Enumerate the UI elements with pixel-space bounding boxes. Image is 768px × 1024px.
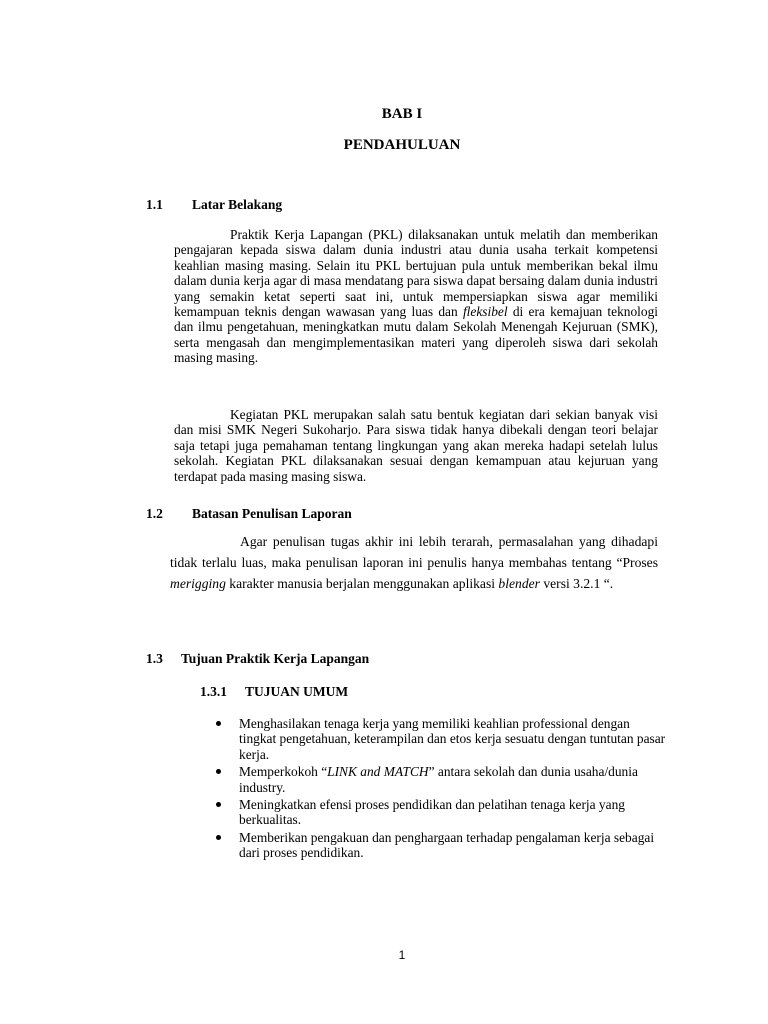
text-run: di era kemajuan teknologi dan ilmu pengetahuan, meningkatkan mutu dalam Sekolah Menengah Kejuruan (SMK), serta mengasah dan mengimplementasikan materi yang diperoleh siswa dari sekolah masing masing. <box>174 304 658 366</box>
section-heading-1-2 <box>146 506 352 522</box>
bullet-icon <box>216 835 221 840</box>
list-item-text: Memberikan pengakuan dan penghargaan terhadap pengalaman kerja sebagai dari proses pendidikan. <box>239 829 655 861</box>
text-run: Praktik Kerja Lapangan (PKL) dilaksanakan untuk melatih dan memberikan pengajaran kepada siswa dalam dunia industri atau dunia usaha terkait kompetensi keahlian masing masing. Selain itu PKL bertujuan pula untuk memberikan bekal ilmu dalam dunia kerja agar di masa mendatang para siswa dapat bersaing dalam dunia industri yang semakin ketat seperti saat ini, untuk mempersiapkan siswa agar memiliki kemampuan teknis dengan wawasan yang luas dan <box>174 227 658 320</box>
text-run: karakter manusia berjalan menggunakan aplikasi <box>225 575 499 591</box>
section-heading-1-3 <box>146 651 369 667</box>
bullet-icon <box>216 721 221 726</box>
italic-text: merigging <box>170 575 226 591</box>
bullet-icon <box>216 802 221 807</box>
list-item <box>216 764 666 795</box>
page-number: 1 <box>398 948 406 962</box>
text-run: versi 3.2.1 “. <box>539 575 614 591</box>
subsection-title: TUJUAN UMUM <box>245 684 349 699</box>
chapter-title: PENDAHULUAN <box>343 137 461 153</box>
text-run: Agar penulisan tugas akhir ini lebih terarah, permasalahan yang dihadapi tidak terlalu luas, maka penulisan laporan ini penulis hanya membahas tentang “Proses <box>170 534 658 570</box>
list-item-text: ” antara sekolah dan dunia usaha/dunia industry. <box>239 764 638 795</box>
paragraph-batasan <box>170 532 658 594</box>
italic-text: LINK and MATCH <box>327 764 429 780</box>
subsection-number: 1.3.1 <box>200 684 227 699</box>
section-heading-1-1 <box>146 197 282 213</box>
section-title: Tujuan Praktik Kerja Lapangan <box>181 651 370 666</box>
paragraph-latar-belakang-2: Kegiatan PKL merupakan salah satu bentuk kegiatan dari sekian banyak visi dan misi SMK Negeri Sukoharjo. Para siswa tidak hanya dibekali dengan teori belajar saja tetapi juga pemahaman tentang lingkungan yang akan mereka hadapi setelah lulus sekolah. Kegiatan PKL dilaksanakan sesuai dengan kemampuan atau kejuruan yang terdapat pada masing masing siswa. <box>174 407 658 484</box>
section-number: 1.1 <box>146 197 163 212</box>
chapter-label: BAB I <box>381 106 423 122</box>
tujuan-umum-list <box>216 716 666 863</box>
section-number: 1.3 <box>146 651 163 666</box>
italic-text: fleksibel <box>462 304 508 320</box>
list-item-text: Meningkatkan efensi proses pendidikan dan pelatihan tenaga kerja yang berkualitas. <box>239 797 625 828</box>
paragraph-latar-belakang-1 <box>174 227 658 366</box>
list-item <box>216 797 666 828</box>
italic-text: blender <box>498 575 540 591</box>
list-item <box>216 830 666 861</box>
list-item <box>216 716 666 762</box>
list-item-text: Memperkokoh “ <box>239 764 328 780</box>
section-title: Batasan Penulisan Laporan <box>192 506 352 521</box>
list-item-text: Menghasilakan tenaga kerja yang memiliki keahlian professional dengan tingkat pengetahuan, keterampilan dan etos kerja sesuatu dengan tuntutan pasar kerja. <box>239 716 666 762</box>
subsection-heading-1-3-1 <box>200 684 348 700</box>
bullet-icon <box>216 769 221 774</box>
section-title: Latar Belakang <box>192 197 283 212</box>
section-number: 1.2 <box>146 506 163 521</box>
